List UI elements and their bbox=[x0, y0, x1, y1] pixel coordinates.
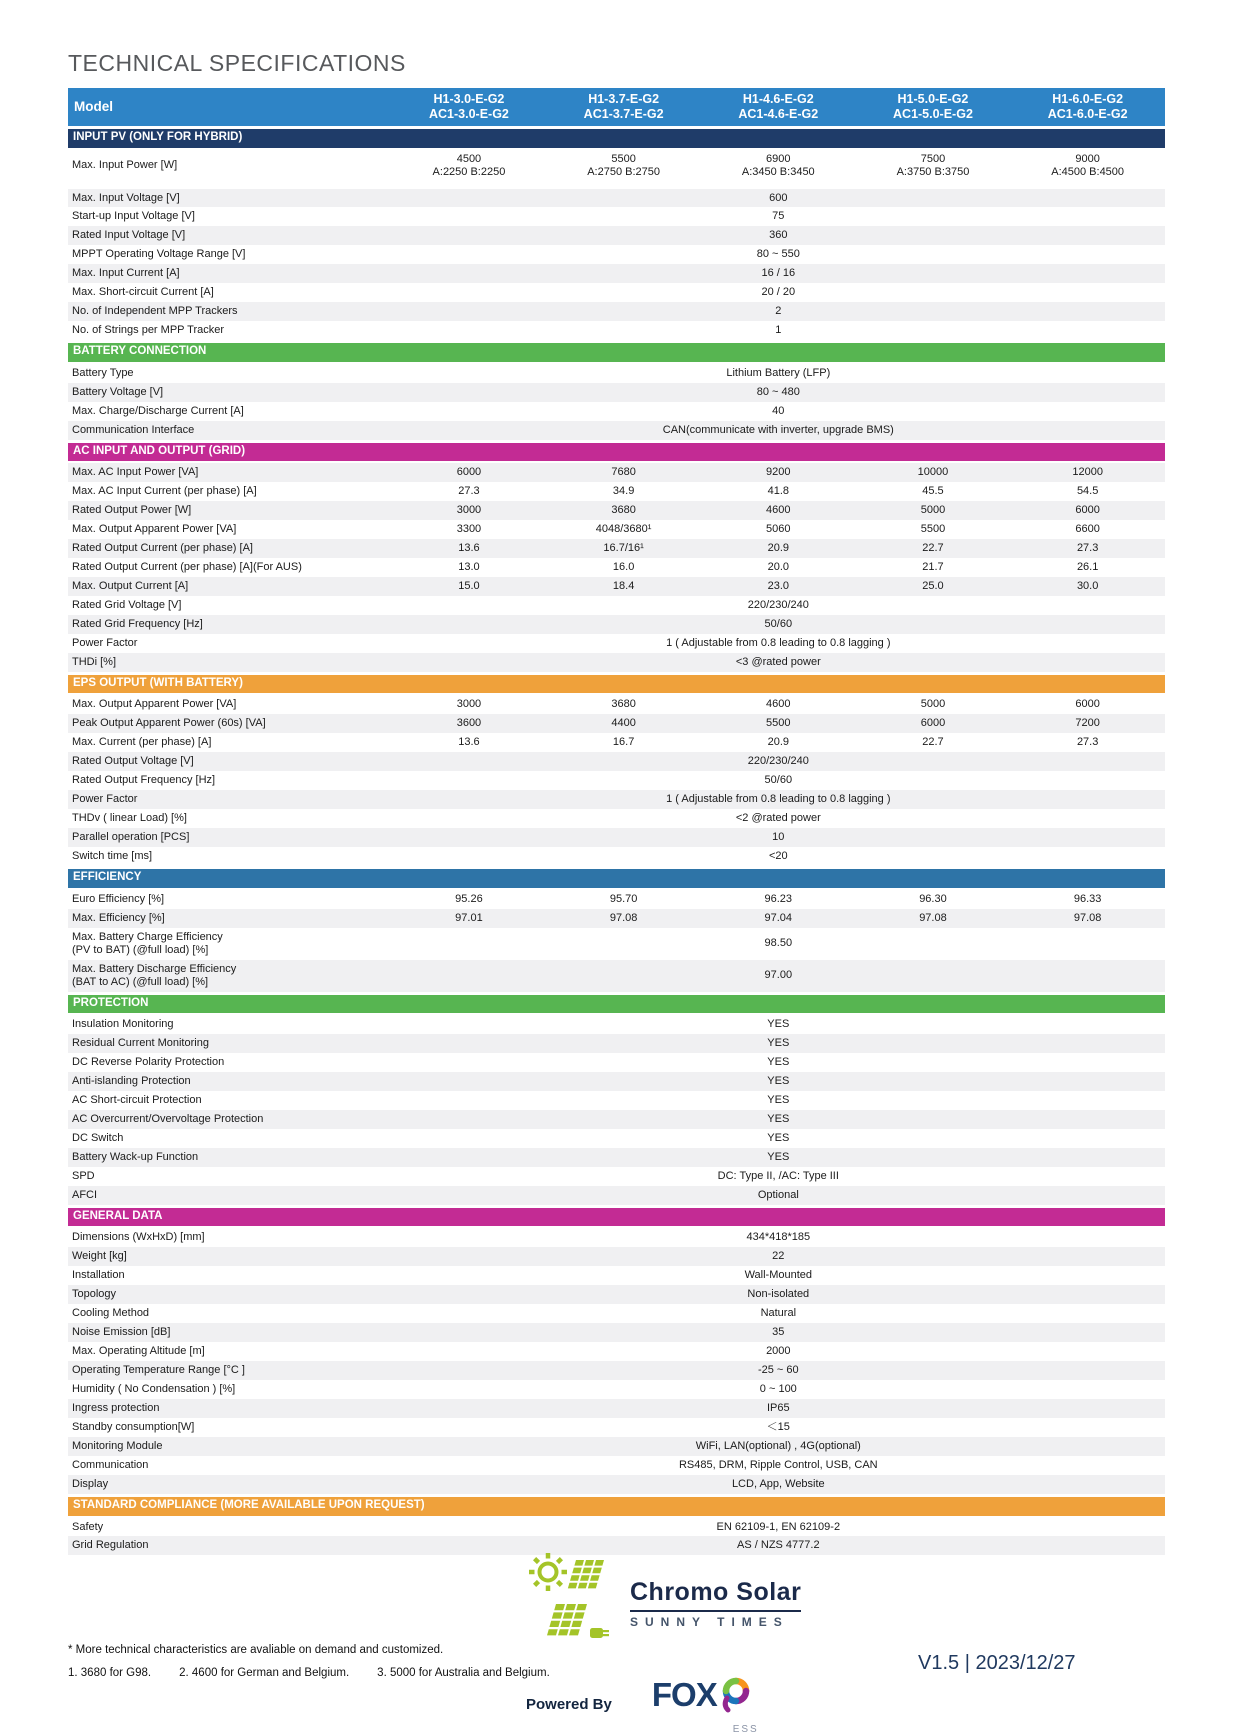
spec-row bbox=[68, 615, 1165, 634]
spec-value: 27.3 bbox=[1076, 736, 1099, 749]
spec-label: Battery Wack-up Function bbox=[68, 1148, 392, 1167]
spec-label: Rated Output Current (per phase) [A] bbox=[68, 539, 392, 558]
spacer-row bbox=[68, 182, 1165, 189]
brand-divider bbox=[630, 1610, 801, 1612]
spec-value: 16.7 bbox=[612, 736, 635, 749]
spec-row bbox=[68, 1304, 1165, 1323]
spec-row bbox=[68, 383, 1165, 402]
footnote-star: * More technical characteristics are avaliable on demand and customized. bbox=[68, 1644, 444, 1656]
spec-label: Rated Output Voltage [V] bbox=[68, 752, 392, 771]
section-header-label: GENERAL DATA bbox=[68, 1206, 1165, 1227]
section-header-row bbox=[68, 441, 1165, 462]
spec-row bbox=[68, 771, 1165, 790]
spec-row bbox=[68, 1285, 1165, 1304]
spec-label: Communication Interface bbox=[68, 421, 392, 441]
footnote-1: 1. 3680 for G98. bbox=[68, 1667, 152, 1679]
spec-row bbox=[68, 245, 1165, 264]
spec-value: 20 / 20 bbox=[761, 286, 796, 299]
spec-value: Wall-Mounted bbox=[744, 1269, 813, 1282]
spec-value: 75 bbox=[772, 210, 785, 223]
spec-row bbox=[68, 1034, 1165, 1053]
brand-name: Chromo Solar bbox=[630, 1578, 802, 1606]
spec-row bbox=[68, 1186, 1165, 1206]
spec-label: Rated Output Current (per phase) [A](For AUS) bbox=[72, 561, 302, 574]
spec-row bbox=[68, 207, 1165, 226]
spec-row bbox=[68, 694, 1165, 714]
spec-value: 13.6 bbox=[458, 736, 480, 749]
spec-row bbox=[68, 482, 1165, 501]
spec-row bbox=[68, 363, 1165, 383]
spec-label: Power Factor bbox=[68, 790, 392, 809]
spec-label: Display bbox=[68, 1475, 392, 1495]
section-header-row bbox=[68, 993, 1165, 1014]
chromo-text-block bbox=[630, 1578, 801, 1629]
section-header-row bbox=[68, 673, 1165, 694]
spec-row bbox=[68, 558, 1165, 577]
spec-label: Max. Input Current [A] bbox=[68, 264, 392, 283]
spec-label: No. of Independent MPP Trackers bbox=[68, 302, 392, 321]
spec-value: 50/60 bbox=[764, 774, 793, 787]
spec-value: LCD, App, Website bbox=[392, 1475, 1165, 1495]
model-column-header: H1-3.7-E-G2 AC1-3.7-E-G2 bbox=[546, 88, 701, 128]
spec-label: Installation bbox=[72, 1269, 125, 1282]
spec-row bbox=[68, 149, 1165, 182]
spec-value: 26.1 bbox=[1076, 561, 1099, 574]
spec-value: 6000 bbox=[1075, 698, 1100, 711]
section-header-label: EFFICIENCY bbox=[68, 868, 1165, 889]
spec-value: 5000 bbox=[856, 501, 1011, 520]
spec-row bbox=[68, 462, 1165, 482]
spec-label: AC Overcurrent/Overvoltage Protection bbox=[68, 1110, 392, 1129]
spec-row bbox=[68, 752, 1165, 771]
spec-row bbox=[68, 596, 1165, 615]
section-header-row bbox=[68, 1206, 1165, 1227]
spec-value: 6000 bbox=[1010, 501, 1165, 520]
spec-row bbox=[68, 828, 1165, 847]
footnote-numbers bbox=[68, 1667, 578, 1679]
spec-label: AFCI bbox=[68, 1186, 392, 1206]
spec-value: 4400 bbox=[546, 714, 701, 733]
brand-tagline: SUNNY TIMES bbox=[630, 1615, 789, 1629]
spec-row bbox=[68, 520, 1165, 539]
spec-value: 22.7 bbox=[922, 736, 944, 749]
spec-row bbox=[68, 1014, 1165, 1034]
spec-row bbox=[68, 1072, 1165, 1091]
spec-label: Max. Output Current [A] bbox=[68, 577, 392, 596]
spec-row bbox=[68, 1342, 1165, 1361]
spec-value: 9200 bbox=[701, 462, 856, 482]
spec-value: Lithium Battery (LFP) bbox=[726, 366, 831, 379]
spec-value: YES bbox=[767, 1018, 790, 1031]
spec-row bbox=[68, 501, 1165, 520]
spec-value: RS485, DRM, Ripple Control, USB, CAN bbox=[678, 1459, 878, 1471]
spec-label: Power Factor bbox=[72, 636, 138, 649]
spec-row bbox=[68, 1091, 1165, 1110]
spec-row bbox=[68, 634, 1165, 653]
spec-row bbox=[68, 402, 1165, 421]
spec-row bbox=[68, 1517, 1165, 1537]
spec-value: 27.3 bbox=[1010, 539, 1165, 558]
spec-row bbox=[68, 539, 1165, 558]
spec-value: EN 62109-1, EN 62109-2 bbox=[716, 1520, 841, 1533]
spec-row bbox=[68, 421, 1165, 441]
spec-value: Non-isolated bbox=[392, 1285, 1165, 1304]
spec-row bbox=[68, 1437, 1165, 1456]
spec-value: 27.3 bbox=[458, 485, 480, 498]
spec-value: 22.7 bbox=[856, 539, 1011, 558]
spec-label: Anti-islanding Protection bbox=[68, 1072, 392, 1091]
model-header-row bbox=[68, 88, 1165, 128]
spec-value: YES bbox=[392, 1110, 1165, 1129]
spec-value: <20 bbox=[768, 850, 788, 863]
spec-value: 97.01 bbox=[392, 909, 547, 928]
spec-label: Max. Efficiency [%] bbox=[68, 909, 392, 928]
spec-label: Battery Voltage [V] bbox=[68, 383, 392, 402]
spec-label: Battery Type bbox=[72, 366, 134, 379]
section-header-row bbox=[68, 1495, 1165, 1516]
spec-row bbox=[68, 1227, 1165, 1247]
spec-row bbox=[68, 1418, 1165, 1437]
spec-value: 80 ~ 480 bbox=[392, 383, 1165, 402]
spec-label: Insulation Monitoring bbox=[72, 1018, 174, 1031]
spec-value: YES bbox=[767, 1131, 790, 1144]
section-header-row bbox=[68, 128, 1165, 149]
section-header-row bbox=[68, 868, 1165, 889]
spec-label: Weight [kg] bbox=[68, 1247, 392, 1266]
fox-wordmark: FOX bbox=[651, 1676, 717, 1713]
spec-value: 0 ~ 100 bbox=[759, 1383, 797, 1396]
section-header-label: STANDARD COMPLIANCE (MORE AVAILABLE UPON REQUEST) bbox=[68, 1495, 1165, 1516]
sun-solar-panel-icon bbox=[526, 1552, 622, 1655]
spec-row bbox=[68, 1148, 1165, 1167]
spec-row bbox=[68, 1266, 1165, 1285]
spec-label: Dimensions (WxHxD) [mm] bbox=[72, 1231, 205, 1244]
spec-value: CAN(communicate with inverter, upgrade BMS) bbox=[392, 421, 1165, 441]
spec-value: Optional bbox=[392, 1186, 1165, 1206]
spec-label: AC Short-circuit Protection bbox=[72, 1094, 202, 1106]
spec-value: 34.9 bbox=[612, 485, 635, 498]
spec-value: 97.08 bbox=[856, 909, 1011, 928]
spec-value: 96.30 bbox=[919, 892, 947, 905]
powered-by-block bbox=[526, 1676, 759, 1735]
spec-value: 10000 bbox=[856, 462, 1011, 482]
spec-row bbox=[68, 189, 1165, 208]
spec-value: 4500 A:2250 B:2250 bbox=[432, 152, 506, 178]
spec-value: 97.08 bbox=[1010, 909, 1165, 928]
spec-label: DC Reverse Polarity Protection bbox=[72, 1056, 225, 1069]
spec-value: 22 bbox=[392, 1247, 1165, 1266]
spec-row bbox=[68, 1475, 1165, 1495]
section-header-label: INPUT PV (ONLY FOR HYBRID) bbox=[68, 128, 1165, 149]
footnote-2: 2. 4600 for German and Belgium. bbox=[179, 1667, 350, 1679]
spec-label: Humidity ( No Condensation ) [%] bbox=[72, 1383, 236, 1396]
spec-value: 95.70 bbox=[609, 892, 638, 905]
spec-value: 7500 A:3750 B:3750 bbox=[896, 152, 970, 178]
fox-drop-icon bbox=[717, 1678, 753, 1723]
spec-label: Peak Output Apparent Power (60s) [VA] bbox=[68, 714, 392, 733]
footnote-3: 3. 5000 for Australia and Belgium. bbox=[377, 1667, 550, 1679]
page-title: TECHNICAL SPECIFICATIONS bbox=[68, 50, 406, 76]
spec-row bbox=[68, 909, 1165, 928]
spec-value: 6000 bbox=[392, 462, 547, 482]
spec-row bbox=[68, 577, 1165, 596]
powered-by-label: Powered By bbox=[526, 1696, 612, 1713]
spec-value: 97.08 bbox=[546, 909, 701, 928]
spec-value: 2000 bbox=[766, 1345, 791, 1358]
spec-label: Rated Output Frequency [Hz] bbox=[72, 774, 216, 787]
spec-row bbox=[68, 1129, 1165, 1148]
spec-value: 5500 A:2750 B:2750 bbox=[587, 152, 661, 178]
spec-value: 1 ( Adjustable from 0.8 leading to 0.8 lagging ) bbox=[666, 636, 891, 649]
spec-value: 6600 bbox=[1075, 523, 1100, 536]
section-header-label: BATTERY CONNECTION bbox=[68, 342, 1165, 363]
fox-ess-logo bbox=[651, 1676, 759, 1735]
spec-row bbox=[68, 889, 1165, 909]
spec-value: 54.5 bbox=[1076, 485, 1099, 498]
spec-value: YES bbox=[767, 1056, 790, 1069]
model-column-header: H1-4.6-E-G2 AC1-4.6-E-G2 bbox=[701, 88, 856, 128]
spec-value: YES bbox=[392, 1148, 1165, 1167]
spec-value: 97.04 bbox=[701, 909, 856, 928]
spec-value: 13.0 bbox=[458, 561, 480, 574]
spec-value: 20.0 bbox=[767, 561, 789, 574]
spec-value: Natural bbox=[760, 1307, 797, 1320]
spec-value: 80 ~ 550 bbox=[756, 248, 800, 261]
spec-value: 4600 bbox=[701, 501, 856, 520]
spec-row bbox=[68, 928, 1165, 960]
section-header-label: EPS OUTPUT (WITH BATTERY) bbox=[68, 673, 1165, 694]
spec-label: Monitoring Module bbox=[68, 1437, 392, 1456]
spec-label: Max. Input Voltage [V] bbox=[68, 189, 392, 208]
spec-value: YES bbox=[392, 1034, 1165, 1053]
spec-row bbox=[68, 1399, 1165, 1418]
spec-value: 23.0 bbox=[701, 577, 856, 596]
spec-row bbox=[68, 1110, 1165, 1129]
spec-value: <2 @rated power bbox=[735, 812, 821, 825]
spec-value: 35 bbox=[392, 1323, 1165, 1342]
spec-value: 5500 bbox=[701, 714, 856, 733]
spec-row bbox=[68, 1380, 1165, 1399]
spec-label: Switch time [ms] bbox=[72, 850, 153, 863]
spec-value: YES bbox=[767, 1094, 790, 1106]
version-date: V1.5 | 2023/12/27 bbox=[918, 1652, 1076, 1674]
spec-label: Communication bbox=[72, 1459, 149, 1471]
spec-row bbox=[68, 1167, 1165, 1186]
spec-value: 10 bbox=[392, 828, 1165, 847]
spec-label: Max. Output Apparent Power [VA] bbox=[72, 698, 237, 711]
spec-label: Ingress protection bbox=[68, 1399, 392, 1418]
spec-value: 3000 bbox=[456, 698, 482, 711]
spec-label: Max. Output Apparent Power [VA] bbox=[72, 523, 237, 536]
spec-value: 12000 bbox=[1010, 462, 1165, 482]
spec-value: 30.0 bbox=[1010, 577, 1165, 596]
spec-row bbox=[68, 226, 1165, 245]
spec-value: 20.9 bbox=[701, 539, 856, 558]
spec-label: THDv ( linear Load) [%] bbox=[72, 812, 187, 825]
spec-value: 97.00 bbox=[392, 960, 1165, 993]
spec-label: Rated Grid Frequency [Hz] bbox=[68, 615, 392, 634]
spec-value: 50/60 bbox=[392, 615, 1165, 634]
spec-label: Max. Short-circuit Current [A] bbox=[72, 286, 214, 299]
spec-value: DC: Type II, /AC: Type III bbox=[717, 1169, 839, 1182]
spec-value: 360 bbox=[392, 226, 1165, 245]
spec-value: 4048/3680¹ bbox=[595, 523, 652, 536]
spec-row bbox=[68, 714, 1165, 733]
spec-label: Safety bbox=[72, 1520, 104, 1533]
spec-value: 9000 A:4500 B:4500 bbox=[1051, 152, 1125, 178]
fox-ess-label: ESS bbox=[732, 1724, 759, 1735]
spec-value: 1 bbox=[775, 324, 782, 337]
spec-row bbox=[68, 1247, 1165, 1266]
spec-value: 96.23 bbox=[764, 892, 793, 905]
spec-row bbox=[68, 321, 1165, 341]
spec-label: Residual Current Monitoring bbox=[68, 1034, 392, 1053]
spec-value: 4600 bbox=[766, 698, 791, 711]
spec-value: 5060 bbox=[766, 523, 791, 536]
spec-value: 6900 A:3450 B:3450 bbox=[741, 152, 815, 178]
spec-value: 16.7/16¹ bbox=[546, 539, 701, 558]
spec-value: IP65 bbox=[392, 1399, 1165, 1418]
spec-row bbox=[68, 283, 1165, 302]
model-column-header: H1-6.0-E-G2 AC1-6.0-E-G2 bbox=[1010, 88, 1165, 128]
spec-label: Max. Current (per phase) [A] bbox=[72, 736, 212, 749]
spec-row bbox=[68, 1456, 1165, 1475]
spec-value: 40 bbox=[772, 404, 785, 417]
spec-value: 3680 bbox=[611, 698, 636, 711]
spec-value: 95.26 bbox=[455, 892, 483, 905]
spec-row bbox=[68, 733, 1165, 752]
spec-value: 45.5 bbox=[922, 485, 944, 498]
spec-row bbox=[68, 847, 1165, 867]
spec-value: 13.6 bbox=[392, 539, 547, 558]
spec-value: 16.0 bbox=[612, 561, 635, 574]
spec-value: 20.9 bbox=[767, 736, 789, 749]
spec-value: <3 @rated power bbox=[392, 653, 1165, 673]
section-header-label: AC INPUT AND OUTPUT (GRID) bbox=[68, 441, 1165, 462]
spec-row bbox=[68, 1323, 1165, 1342]
spec-value: 98.50 bbox=[764, 937, 793, 950]
spec-value: 15.0 bbox=[392, 577, 547, 596]
spec-value: 5000 bbox=[920, 698, 946, 711]
spec-label: Max. Battery Charge Efficiency (PV to BAT) (@full load) [%] bbox=[72, 930, 223, 956]
spec-row bbox=[68, 960, 1165, 993]
spec-row bbox=[68, 1053, 1165, 1072]
spec-row bbox=[68, 1361, 1165, 1380]
spec-value: 3600 bbox=[392, 714, 547, 733]
spec-label: No. of Strings per MPP Tracker bbox=[72, 324, 225, 337]
spec-label: SPD bbox=[72, 1169, 95, 1182]
spec-row bbox=[68, 653, 1165, 673]
spec-label: Parallel operation [PCS] bbox=[68, 828, 392, 847]
spec-label: Max. Charge/Discharge Current [A] bbox=[72, 404, 244, 417]
spec-value: 5500 bbox=[920, 523, 946, 536]
model-column-header: H1-3.0-E-G2 AC1-3.0-E-G2 bbox=[392, 88, 547, 128]
spec-value: WiFi, LAN(optional) , 4G(optional) bbox=[392, 1437, 1165, 1456]
spec-label: Operating Temperature Range [°C ] bbox=[68, 1361, 392, 1380]
spec-label: Max. AC Input Power [VA] bbox=[68, 462, 392, 482]
spec-value: 1 ( Adjustable from 0.8 leading to 0.8 lagging ) bbox=[392, 790, 1165, 809]
spec-value: 7200 bbox=[1010, 714, 1165, 733]
spec-label: Cooling Method bbox=[72, 1307, 150, 1320]
spec-row bbox=[68, 264, 1165, 283]
spec-value: 18.4 bbox=[546, 577, 701, 596]
chromo-solar-logo bbox=[526, 1552, 801, 1655]
spec-label: Topology bbox=[68, 1285, 392, 1304]
spec-label: Rated Grid Voltage [V] bbox=[72, 599, 182, 612]
spec-value: 21.7 bbox=[922, 561, 944, 574]
spec-table-head bbox=[68, 88, 1165, 128]
spec-label: Max. AC Input Current (per phase) [A] bbox=[72, 485, 257, 498]
spec-label: MPPT Operating Voltage Range [V] bbox=[72, 248, 246, 261]
model-header-label: Model bbox=[68, 88, 392, 128]
spec-table-body bbox=[68, 128, 1165, 1556]
spec-label: Noise Emission [dB] bbox=[68, 1323, 392, 1342]
spec-label: Rated Output Power [W] bbox=[68, 501, 392, 520]
spec-label: THDi [%] bbox=[68, 653, 392, 673]
spec-value: 220/230/240 bbox=[392, 752, 1165, 771]
spec-label: Max. Operating Altitude [m] bbox=[72, 1345, 205, 1358]
spec-value: 2 bbox=[392, 302, 1165, 321]
spec-value: 16 / 16 bbox=[392, 264, 1165, 283]
spec-row bbox=[68, 809, 1165, 828]
section-header-row bbox=[68, 342, 1165, 363]
spec-label: DC Switch bbox=[72, 1131, 124, 1144]
section-header-label: PROTECTION bbox=[68, 993, 1165, 1014]
spec-value: YES bbox=[392, 1072, 1165, 1091]
spec-value: 3680 bbox=[546, 501, 701, 520]
spec-label: Start-up Input Voltage [V] bbox=[72, 210, 195, 223]
spec-value: ＜15 bbox=[766, 1421, 790, 1434]
spec-value: 96.33 bbox=[1073, 892, 1102, 905]
spec-value: 600 bbox=[392, 189, 1165, 208]
spec-label: Max. Battery Discharge Efficiency (BAT to AC) (@full load) [%] bbox=[68, 960, 392, 993]
spec-value: 3000 bbox=[392, 501, 547, 520]
spec-value: 7680 bbox=[546, 462, 701, 482]
spec-value: -25 ~ 60 bbox=[392, 1361, 1165, 1380]
spec-row bbox=[68, 302, 1165, 321]
spec-value: 3300 bbox=[456, 523, 482, 536]
spec-value: 25.0 bbox=[856, 577, 1011, 596]
spec-value: 220/230/240 bbox=[747, 599, 809, 612]
spec-label: Euro Efficiency [%] bbox=[72, 892, 165, 905]
spec-label: Max. Input Power [W] bbox=[72, 159, 178, 172]
spec-label: Grid Regulation bbox=[68, 1536, 392, 1555]
spec-value: 6000 bbox=[856, 714, 1011, 733]
spec-label: Standby consumption[W] bbox=[72, 1421, 195, 1434]
spec-table bbox=[68, 88, 1165, 1555]
model-column-header: H1-5.0-E-G2 AC1-5.0-E-G2 bbox=[856, 88, 1011, 128]
spec-label: Rated Input Voltage [V] bbox=[68, 226, 392, 245]
spec-row bbox=[68, 790, 1165, 809]
spec-value: 434*418*185 bbox=[746, 1231, 811, 1244]
spec-value: 41.8 bbox=[767, 485, 789, 498]
spec-value: AS / NZS 4777.2 bbox=[392, 1536, 1165, 1555]
